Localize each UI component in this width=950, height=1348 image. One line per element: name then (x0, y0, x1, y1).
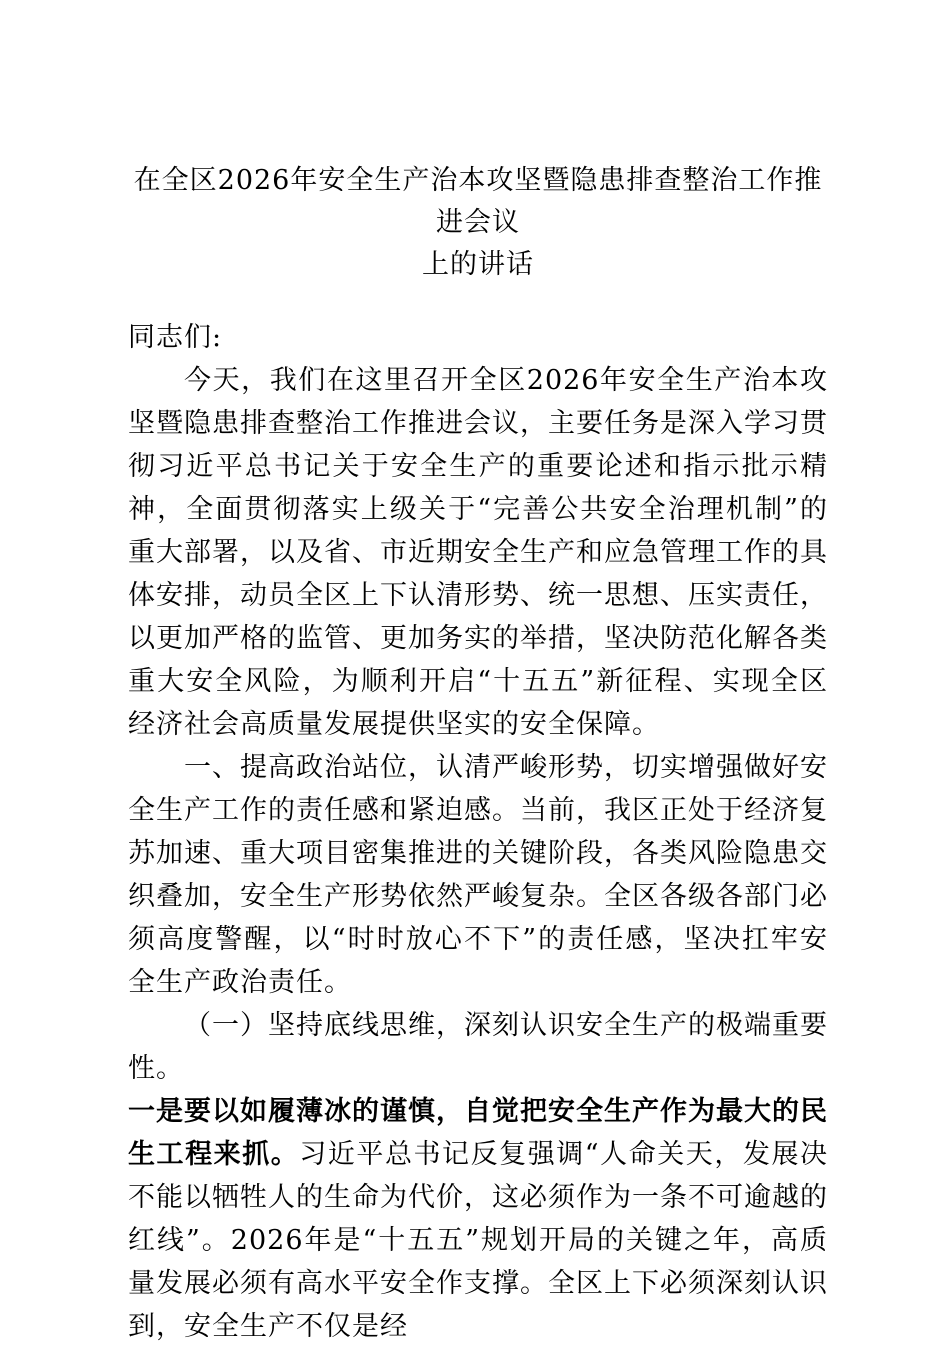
point-one-text: 习近平总书记反复强调“人命关天，发展决不能以牺牲人的生命为代价，这必须作为一条不可逾越的红线”。2026年是“十五五”规划开局的关键之年，高质量发展必须有高水平安全作支撑。全区上下必须深刻认识到，安全生产不仅是经 (128, 1139, 828, 1342)
document-body (128, 316, 828, 1348)
paragraph-subsection-one: （一）坚持底线思维，深刻认识安全生产的极端重要性。 (128, 1010, 828, 1084)
paragraph-point-one (128, 1090, 828, 1348)
point-one-lead: 一是要以如履薄冰的谨慎，自觉把安全生产作为最大的民生工程来抓。 (128, 1096, 828, 1170)
document-page (128, 160, 828, 1348)
document-title (128, 160, 828, 286)
greeting: 同志们: (128, 322, 223, 353)
title-line-1: 在全区2026年安全生产治本攻坚暨隐患排查整治工作推进会议 (133, 165, 823, 238)
paragraph-section-one: 一、提高政治站位，认清严峻形势，切实增强做好安全生产工作的责任感和紧迫感。当前，我区正处于经济复苏加速、重大项目密集推进的关键阶段，各类风险隐患交织叠加，安全生产形势依然严峻复杂。全区各级各部门必须高度警醒，以“时时放心不下”的责任感，坚决扛牢安全生产政治责任。 (128, 752, 828, 998)
paragraph-intro: 今天，我们在这里召开全区2026年安全生产治本攻坚暨隐患排查整治工作推进会议，主要任务是深入学习贯彻习近平总书记关于安全生产的重要论述和指示批示精神，全面贯彻落实上级关于“完善公共安全治理机制”的重大部署，以及省、市近期安全生产和应急管理工作的具体安排，动员全区上下认清形势、统一思想、压实责任，以更加严格的监管、更加务实的举措，坚决防范化解各类重大安全风险，为顺利开启“十五五”新征程、实现全区经济社会高质量发展提供坚实的安全保障。 (128, 365, 828, 740)
title-line-2: 上的讲话 (422, 249, 534, 280)
